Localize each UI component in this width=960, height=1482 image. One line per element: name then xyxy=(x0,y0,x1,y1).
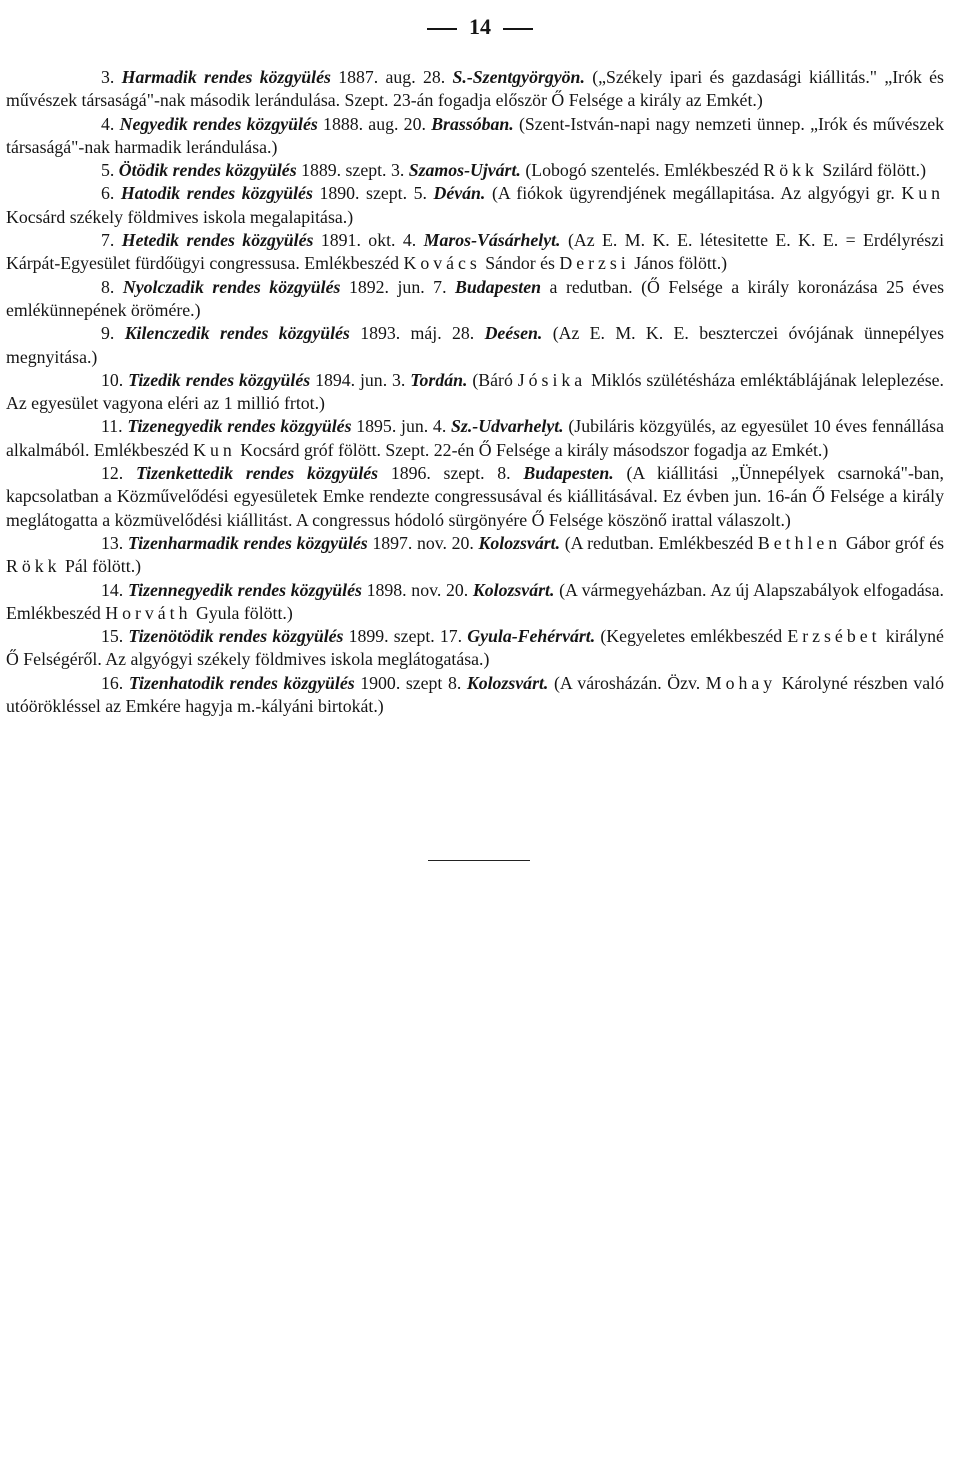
list-item: 15. Tizenötödik rendes közgyülés 1899. szept. 17. Gyula-Fehérvárt. (Kegyeletes emlékbeszéd Erzsébet királyné Ő Felségéről. Az algyógyi székely földmives iskola meglátogatása.) xyxy=(6,626,944,670)
list-item: 10. Tizedik rendes közgyülés 1894. jun. 3. Tordán. (Báró Jósika Miklós szülétésháza emléktáblájának leleplezése. Az egyesület vagyona eléri az 1 millió frtot.) xyxy=(6,369,944,414)
meeting-place: Brassóban. xyxy=(431,113,514,134)
meeting-title: Tizenötödik rendes közgyülés xyxy=(128,626,344,647)
spaced-name: Rökk xyxy=(763,160,818,181)
spaced-name: Jósika xyxy=(517,369,587,390)
meeting-place: Budapesten xyxy=(455,276,542,297)
meeting-title: Harmadik rendes közgyülés xyxy=(121,67,331,87)
spaced-name: Kun xyxy=(193,439,236,460)
meeting-place: Tordán. xyxy=(410,369,468,390)
meeting-place: Budapesten. xyxy=(523,463,614,484)
meeting-place: Kolozsvárt. xyxy=(466,672,549,693)
meeting-place: Kolozsvárt. xyxy=(478,532,561,553)
list-item: 7. Hetedik rendes közgyülés 1891. okt. 4. Maros-Vásárhelyt. (Az E. M. K. E. létesitette E. K. E. = Erdélyrészi Kárpát-Egyesület fürdőügyi congressusa. Emlékbeszéd Kovács Sándor és Derzsi János fölött.) xyxy=(6,230,945,274)
list-item: 9. Kilenczedik rendes közgyülés 1893. máj. 28. Deésen. (Az E. M. K. E. beszterczei óvójának ünnepélyes megnyitása.) xyxy=(6,323,944,367)
page-number-dash-right xyxy=(503,28,533,30)
meeting-place: Kolozsvárt. xyxy=(472,579,555,600)
spaced-name: Horváth xyxy=(105,602,192,623)
list-item: 6. Hatodik rendes közgyülés 1890. szept. 5. Déván. (A fiókok ügyrendjének megállapitása. Az algyógyi gr. Kun Kocsárd székely földmives iskola megalapitása.) xyxy=(6,183,944,227)
meeting-place: S.-Szentgyörgyön. xyxy=(452,67,585,87)
list-item: 11. Tizenegyedik rendes közgyülés 1895. jun. 4. Sz.-Udvarhelyt. (Jubiláris közgyülés, az egyesület 10 éves fennállása alkalmából. Emlékbeszéd Kun Kocsárd gróf fölött. Szept. 22-én Ő Felsége a király másodszor fogadja az Emkét.) xyxy=(6,416,944,460)
spaced-name: Mohay xyxy=(705,672,777,693)
list-item: 5. Ötödik rendes közgyülés 1889. szept. 3. Szamos-Ujvárt. (Lobogó szentelés. Emlékbeszéd Rökk Szilárd fölött.) xyxy=(101,160,927,181)
list-item: 4. Negyedik rendes közgyülés 1888. aug. 20. Brassóban. (Szent-István-napi nagy nemzeti ünnep. „Irók és művészek társaságá"-nak harmadik lerándulása.) xyxy=(6,113,945,157)
meeting-title: Tizenkettedik rendes közgyülés xyxy=(135,463,379,484)
meeting-place: Gyula-Fehérvárt. xyxy=(467,626,596,647)
list-item: 13. Tizenharmadik rendes közgyülés 1897. nov. 20. Kolozsvárt. (A redutban. Emlékbeszéd Bethlen Gábor gróf és Rökk Pál fölött.) xyxy=(6,532,945,577)
meeting-place: Deésen. xyxy=(484,323,543,344)
meeting-title: Tizenharmadik rendes közgyülés xyxy=(127,532,368,553)
list-item: 16. Tizenhatodik rendes közgyülés 1900. szept 8. Kolozsvárt. (A városházán. Özv. Mohay Károlyné részben való utóörökléssel az Emkére hagyja m.-kályáni birtokát.) xyxy=(6,672,944,717)
spaced-name: Rökk xyxy=(6,556,61,577)
page-number: 14 xyxy=(0,14,960,40)
list-item: 12. Tizenkettedik rendes közgyülés 1896. szept. 8. Budapesten. (A kiállitási „Ünnepélyek csarnoká"-ban, kapcsolatban a Közművelődési egyesületek Emke rendezte congressusával és kiállitásával. Ez évben jun. 16-án Ő Felsége a király meglátogatta a közmüvelődési kiállitást. A congressus hódoló sürgönyére Ő Felsége köszönő irattal válaszolt.) xyxy=(6,463,944,530)
meeting-title: Ötödik rendes közgyülés xyxy=(118,160,297,181)
meeting-title: Hatodik rendes közgyülés xyxy=(120,183,313,204)
meeting-place: Sz.-Udvarhelyt. xyxy=(451,416,564,437)
list-item: 14. Tizennegyedik rendes közgyülés 1898. nov. 20. Kolozsvárt. (A vármegyeházban. Az új Alapszabályok elfogadása. Emlékbeszéd Horváth Gyula fölött.) xyxy=(6,579,944,623)
spaced-name: Kovács xyxy=(403,253,481,274)
spaced-name: Erzsébet xyxy=(787,626,881,647)
meeting-place: Szamos-Ujvárt. xyxy=(408,160,521,181)
meeting-title: Tizennegyedik rendes közgyülés xyxy=(127,579,362,600)
list-item: 3. Harmadik rendes közgyülés 1887. aug. 28. S.-Szentgyörgyön. („Székely ipari és gazdasági kiállitás." „Irók és művészek társaságá"-nak második lerándulása. Szept. 23-án fogadja először Ő Felsége a király az Emkét.) xyxy=(6,67,944,111)
meeting-place: Maros-Vásárhelyt. xyxy=(423,230,561,251)
meeting-title: Tizenhatodik rendes közgyülés xyxy=(128,672,355,693)
spaced-name: Derzsi xyxy=(559,253,630,274)
meeting-title: Hetedik rendes közgyülés xyxy=(121,230,314,251)
meeting-title: Nyolczadik rendes közgyülés xyxy=(122,276,341,297)
page-number-dash-left xyxy=(427,28,457,30)
meeting-title: Tizedik rendes közgyülés xyxy=(128,369,311,390)
meeting-place: Déván. xyxy=(433,183,486,204)
meeting-title: Kilenczedik rendes közgyülés xyxy=(124,323,350,344)
list-item: 8. Nyolczadik rendes közgyülés 1892. jun. 7. Budapesten a redutban. (Ő Felsége a király koronázása 25 éves emlékünnepének örömére.) xyxy=(6,276,945,320)
spaced-name: Bethlen xyxy=(757,532,842,553)
spaced-name: Kun xyxy=(901,183,944,204)
document-body xyxy=(6,66,944,718)
meeting-title: Tizenegyedik rendes közgyülés xyxy=(127,416,352,437)
section-divider xyxy=(428,860,530,861)
meeting-title: Negyedik rendes közgyülés xyxy=(119,113,318,134)
